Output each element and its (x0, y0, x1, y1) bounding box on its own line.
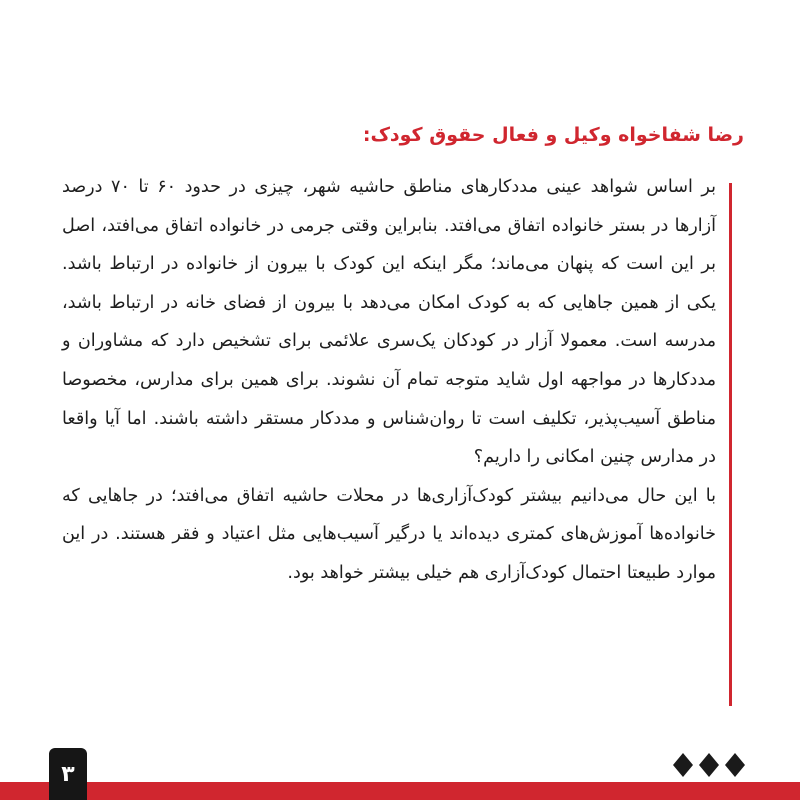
page-number-badge: ۳ (49, 748, 87, 800)
three-dots-icon (672, 752, 746, 778)
article-body (62, 168, 716, 593)
article-heading: رضا شفاخواه وکیل و فعال حقوق کودک: (362, 124, 744, 146)
paragraph: بر اساس شواهد عینی مددکارهای مناطق حاشیه شهر، چیزی در حدود ۶۰ تا ۷۰ درصد آزارها در بستر خانواده اتفاق می‌افتد. بنابراین وقتی جرمی در خانواده اتفاق می‌افتد، اصل بر این است که پنهان می‌ماند؛ مگر اینکه این کودک با بیرون از خانواده در ارتباط باشد. یکی از همین جاهایی که به کودک امکان می‌دهد با بیرون از فضای خانه در ارتباط باشد، مدرسه است. معمولا آزار در کودکان یک‌سری علائمی برای تشخیص دارد که مشاوران و مددکارها در مواجهه اول شاید متوجه تمام آن نشوند. برای همین برای مدارس، مخصوصا مناطق آسیب‌پذیر، تکلیف است تا روان‌شناس و مددکار مستقر داشته باشند. اما آیا واقعا در مدارس چنین امکانی را داریم؟ (62, 177, 716, 468)
accent-rule (729, 183, 732, 706)
dot-icon (724, 752, 746, 778)
paragraph: با این حال می‌دانیم بیشتر کودک‌آزاری‌ها در محلات حاشیه اتفاق می‌افتد؛ در جاهایی که خانواده‌ها آموزش‌های کمتری دیده‌اند یا درگیر آسیب‌هایی مثل اعتیاد و فقر هستند. در این موارد طبیعتا احتمال کودک‌آزاری هم خیلی بیشتر خواهد بود. (62, 485, 716, 583)
dot-icon (672, 752, 694, 778)
dot-icon (698, 752, 720, 778)
footer-bar (0, 782, 800, 800)
